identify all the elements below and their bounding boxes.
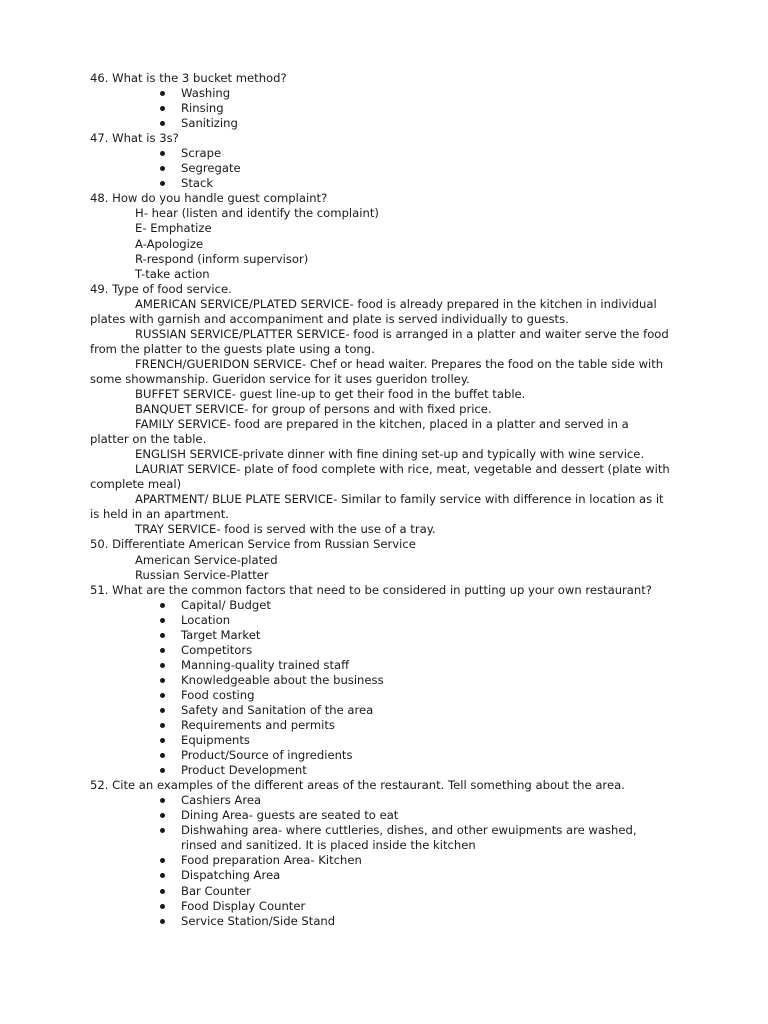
complaint-line: E- Emphatize <box>135 221 212 236</box>
three-s-list <box>90 146 670 191</box>
service-paragraph: ENGLISH SERVICE-private dinner with fine dining set-up and typically with wine service. <box>135 447 645 462</box>
list-item-text: Dishwahing area- where cuttleries, dishes, and other ewuipments are washed, rinsed and sanitized. It is placed inside the kitchen <box>181 823 637 853</box>
list-item <box>158 116 670 131</box>
complaint-line: A-Apologize <box>135 236 204 251</box>
list-item-text: Dispatching Area <box>181 868 281 883</box>
list-item <box>158 598 670 613</box>
list-item <box>158 718 670 733</box>
restaurant-areas-list <box>90 793 670 928</box>
restaurant-factors-list <box>90 598 670 779</box>
list-item <box>158 643 670 658</box>
list-item <box>158 763 670 778</box>
question-50: 50. Differentiate American Service from Russian Service <box>90 537 416 552</box>
list-item-text: Product Development <box>181 763 307 778</box>
list-item-text: Food preparation Area- Kitchen <box>181 853 362 868</box>
list-item-text: Bar Counter <box>181 883 251 898</box>
list-item <box>158 899 670 914</box>
list-item-text: Food Display Counter <box>181 898 306 913</box>
complaint-line: T-take action <box>135 266 210 281</box>
list-item-text: Stack <box>181 176 214 191</box>
list-item <box>158 613 670 628</box>
list-item <box>158 703 670 718</box>
service-paragraph: BANQUET SERVICE- for group of persons and with fixed price. <box>135 402 492 417</box>
list-item-text: Equipments <box>181 733 250 748</box>
list-item <box>158 823 670 853</box>
question-48: 48. How do you handle guest complaint? <box>90 191 328 206</box>
list-item-text: Sanitizing <box>181 116 238 131</box>
list-item-text: Location <box>181 612 231 627</box>
list-item-text: Capital/ Budget <box>181 597 271 612</box>
service-paragraph: APARTMENT/ BLUE PLATE SERVICE- Similar to family service with difference in location as it is held in an apartment. <box>90 492 664 522</box>
list-item <box>158 853 670 868</box>
service-paragraph: BUFFET SERVICE- guest line-up to get their food in the buffet table. <box>135 386 526 401</box>
bucket-method-list <box>90 86 670 131</box>
service-paragraph: RUSSIAN SERVICE/PLATTER SERVICE- food is arranged in a platter and waiter serve the food from the platter to the guests plate using a tong. <box>90 326 669 356</box>
question-47: 47. What is 3s? <box>90 131 179 146</box>
list-item-text: Rinsing <box>181 101 224 116</box>
list-item-text: Cashiers Area <box>181 793 262 808</box>
list-item-text: Dining Area- guests are seated to eat <box>181 808 399 823</box>
list-item-text: Knowledgeable about the business <box>181 672 384 687</box>
list-item <box>158 793 670 808</box>
list-item-text: Washing <box>181 86 231 101</box>
question-52: 52. Cite an examples of the different areas of the restaurant. Tell something about the area. <box>90 778 625 793</box>
service-paragraph: TRAY SERVICE- food is served with the use of a tray. <box>135 522 436 537</box>
list-item <box>158 86 670 101</box>
list-item-text: Product/Source of ingredients <box>181 748 353 763</box>
service-difference-line: Russian Service-Platter <box>135 567 269 582</box>
list-item <box>158 101 670 116</box>
list-item-text: Segregate <box>181 161 241 176</box>
list-item-text: Requirements and permits <box>181 718 335 733</box>
list-item-text: Scrape <box>181 146 222 161</box>
list-item <box>158 161 670 176</box>
service-paragraph: FAMILY SERVICE- food are prepared in the kitchen, placed in a platter and served in a platter on the table. <box>90 417 629 447</box>
list-item-text: Food costing <box>181 687 255 702</box>
document-page <box>90 71 670 929</box>
service-difference-line: American Service-plated <box>135 552 278 567</box>
list-item <box>158 884 670 899</box>
service-paragraph: FRENCH/GUERIDON SERVICE- Chef or head waiter. Prepares the food on the table side with some showmanship. Gueridon service for it uses gueridon trolley. <box>90 356 664 386</box>
question-46: 46. What is the 3 bucket method? <box>90 71 287 85</box>
complaint-line: H- hear (listen and identify the complaint) <box>135 206 379 221</box>
list-item <box>158 868 670 883</box>
list-item <box>158 673 670 688</box>
list-item <box>158 658 670 673</box>
question-51: 51. What are the common factors that need to be considered in putting up your own restaurant? <box>90 582 652 597</box>
list-item <box>158 808 670 823</box>
list-item <box>158 733 670 748</box>
list-item <box>158 748 670 763</box>
service-paragraph: LAURIAT SERVICE- plate of food complete with rice, meat, vegetable and dessert (plate with complete meal) <box>90 462 670 492</box>
list-item-text: Manning-quality trained staff <box>181 657 350 672</box>
list-item-text: Target Market <box>181 627 261 642</box>
list-item <box>158 176 670 191</box>
list-item <box>158 914 670 929</box>
complaint-line: R-respond (inform supervisor) <box>135 251 309 266</box>
list-item-text: Competitors <box>181 642 253 657</box>
service-paragraph: AMERICAN SERVICE/PLATED SERVICE- food is already prepared in the kitchen in individual plates with garnish and accompaniment and plate is served individually to guests. <box>90 296 657 326</box>
list-item <box>158 628 670 643</box>
list-item <box>158 688 670 703</box>
question-49: 49. Type of food service. <box>90 281 232 296</box>
list-item-text: Safety and Sanitation of the area <box>181 702 374 717</box>
list-item-text: Service Station/Side Stand <box>181 913 336 928</box>
list-item <box>158 146 670 161</box>
